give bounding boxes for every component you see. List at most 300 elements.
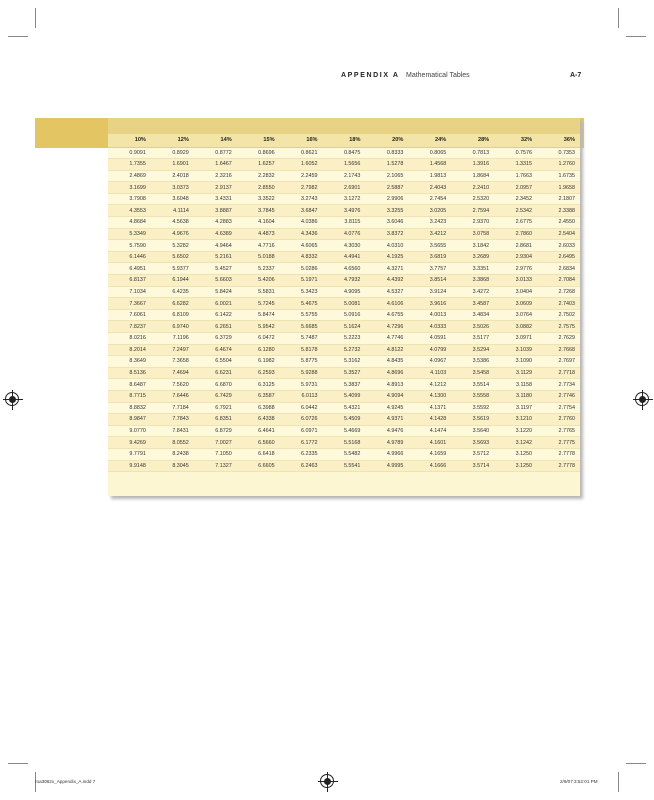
table-cell: 8.0216: [108, 333, 151, 345]
table-cell: 1.7663: [494, 170, 537, 182]
table-cell: 2.1743: [323, 170, 366, 182]
column-header: 32%: [494, 134, 537, 147]
table-cell: 1.4568: [408, 159, 451, 171]
table-cell: 6.2593: [237, 367, 280, 379]
crop-mark: [626, 36, 646, 37]
table-cell: 4.6560: [323, 263, 366, 275]
table-cell: 3.5592: [451, 402, 494, 414]
table-row: [108, 367, 580, 379]
table-row: [108, 251, 580, 263]
table-cell: 7.0027: [194, 437, 237, 449]
table-row: [108, 356, 580, 368]
crop-mark: [618, 772, 619, 792]
table-cell: 9.9148: [108, 460, 151, 472]
table-cell: 5.1971: [280, 275, 323, 287]
column-header: 12%: [151, 134, 194, 147]
table-cell: 6.6870: [194, 379, 237, 391]
table-cell: 4.6106: [365, 298, 408, 310]
table-cell: 4.9476: [365, 425, 408, 437]
table-cell: 2.7575: [537, 321, 580, 333]
table-cell: 3.6819: [408, 251, 451, 263]
table-cell: 4.7746: [365, 333, 408, 345]
table-cell: 7.7184: [151, 402, 194, 414]
table-cell: 2.5342: [494, 205, 537, 217]
table-cell: 3.8514: [408, 275, 451, 287]
table-cell: 2.7084: [537, 275, 580, 287]
table-cell: 4.0386: [280, 217, 323, 229]
table-cell: 6.0472: [237, 333, 280, 345]
table-cell: 4.8435: [365, 356, 408, 368]
table-cell: 4.9094: [365, 390, 408, 402]
table-cell: 3.5655: [408, 240, 451, 252]
table-cell: 3.0205: [408, 205, 451, 217]
table-cell: 3.1039: [494, 344, 537, 356]
table-cell: 4.8122: [365, 344, 408, 356]
table-cell: 2.7454: [408, 193, 451, 205]
table-cell: 3.5619: [451, 414, 494, 426]
table-cell: 5.0916: [323, 309, 366, 321]
table-cell: 3.1158: [494, 379, 537, 391]
table-cell: 3.3522: [237, 193, 280, 205]
table-cell: 8.2438: [151, 448, 194, 460]
table-cell: 7.8431: [151, 425, 194, 437]
table-cell: 0.9091: [108, 147, 151, 159]
table-cell: 2.7718: [537, 367, 580, 379]
table-cell: 2.5404: [537, 228, 580, 240]
table-cell: 7.3667: [108, 298, 151, 310]
table-cell: 3.1210: [494, 414, 537, 426]
table-cell: 3.0373: [151, 182, 194, 194]
table-cell: 6.1280: [237, 344, 280, 356]
table-cell: 2.9370: [451, 217, 494, 229]
column-header: 36%: [537, 134, 580, 147]
table-cell: 3.1220: [494, 425, 537, 437]
table-cell: 3.0764: [494, 309, 537, 321]
table-cell: 2.5887: [365, 182, 408, 194]
table-cell: 3.7908: [108, 193, 151, 205]
table-cell: 8.3045: [151, 460, 194, 472]
table-cell: 6.5504: [194, 356, 237, 368]
table-cell: 2.8550: [237, 182, 280, 194]
table-cell: 2.7403: [537, 298, 580, 310]
registration-mark-icon: [5, 392, 19, 406]
table-cell: 4.0310: [365, 240, 408, 252]
table-cell: 5.6685: [280, 321, 323, 333]
annuity-table: [108, 118, 580, 496]
crop-mark: [35, 8, 36, 28]
table-cell: 3.4212: [408, 228, 451, 240]
table-row: [108, 425, 580, 437]
table-cell: 6.2463: [280, 460, 323, 472]
table-row: [108, 263, 580, 275]
table-row: [108, 228, 580, 240]
table-cell: 3.3351: [451, 263, 494, 275]
table-cell: 6.3587: [237, 390, 280, 402]
table-cell: 1.5656: [323, 159, 366, 171]
table-cell: 6.4338: [237, 414, 280, 426]
table-cell: 4.1114: [151, 205, 194, 217]
table-cell: 5.5541: [323, 460, 366, 472]
table-cell: 4.9676: [151, 228, 194, 240]
table-row: [108, 240, 580, 252]
table-cell: 2.7697: [537, 356, 580, 368]
table-cell: 4.3271: [365, 263, 408, 275]
table-cell: 0.7576: [494, 147, 537, 159]
table-cell: 6.9740: [151, 321, 194, 333]
table-cell: 4.0591: [408, 333, 451, 345]
column-header: 18%: [323, 134, 366, 147]
table-cell: 3.1250: [494, 460, 537, 472]
table-cell: 6.1446: [108, 251, 151, 263]
table-cell: 5.3423: [280, 286, 323, 298]
table-cell: 3.0882: [494, 321, 537, 333]
table-cell: 6.2335: [280, 448, 323, 460]
table-cell: 2.7754: [537, 402, 580, 414]
table-cell: 5.2223: [323, 333, 366, 345]
table-cell: 5.4669: [323, 425, 366, 437]
column-header: 14%: [194, 134, 237, 147]
table-cell: 2.3388: [537, 205, 580, 217]
table-cell: 5.0286: [280, 263, 323, 275]
column-header: 10%: [108, 134, 151, 147]
table-row: [108, 193, 580, 205]
timestamp-slug: 2/9/07 3:52:01 PM: [560, 779, 598, 784]
table-cell: 5.9288: [280, 367, 323, 379]
page-number: A-7: [570, 72, 582, 79]
table-cell: 5.4675: [280, 298, 323, 310]
table-cell: 4.6755: [365, 309, 408, 321]
table-cell: 3.2743: [280, 193, 323, 205]
table-cell: 7.8237: [108, 321, 151, 333]
table-cell: 3.8887: [194, 205, 237, 217]
table-cell: 3.1842: [451, 240, 494, 252]
table-cell: 1.6257: [237, 159, 280, 171]
header-title: Mathematical Tables: [406, 72, 470, 79]
table-cell: 1.3916: [451, 159, 494, 171]
table-cell: 3.5712: [451, 448, 494, 460]
table-row: [108, 321, 580, 333]
table-cell: 2.7982: [280, 182, 323, 194]
table-cell: 4.1925: [365, 251, 408, 263]
table-cell: 2.7778: [537, 460, 580, 472]
table-cell: 5.2732: [323, 344, 366, 356]
table-cell: 5.3527: [323, 367, 366, 379]
table-cell: 4.6389: [194, 228, 237, 240]
table-cell: 6.1772: [280, 437, 323, 449]
table-cell: 2.4018: [151, 170, 194, 182]
table-cell: 8.7715: [108, 390, 151, 402]
table-cell: 3.5693: [451, 437, 494, 449]
table-row: [108, 298, 580, 310]
column-header: 24%: [408, 134, 451, 147]
table-cell: 2.7268: [537, 286, 580, 298]
table-cell: 2.9906: [365, 193, 408, 205]
table-cell: 7.1196: [151, 333, 194, 345]
table-cell: 4.3030: [323, 240, 366, 252]
table-cell: 2.7778: [537, 448, 580, 460]
table-cell: 4.3553: [108, 205, 151, 217]
data-table: [108, 134, 580, 472]
table-cell: 4.0013: [408, 309, 451, 321]
crop-mark: [618, 8, 619, 28]
table-cell: 2.8681: [494, 240, 537, 252]
table-cell: 3.1129: [494, 367, 537, 379]
table-cell: 2.7594: [451, 205, 494, 217]
table-row: [108, 333, 580, 345]
table-cell: 4.4941: [323, 251, 366, 263]
table-cell: 7.3658: [151, 356, 194, 368]
table-row: [108, 414, 580, 426]
table-cell: 8.9847: [108, 414, 151, 426]
table-cell: 2.0957: [494, 182, 537, 194]
table-cell: 5.2337: [237, 263, 280, 275]
table-row: [108, 159, 580, 171]
table-cell: 2.3452: [494, 193, 537, 205]
table-cell: 4.1428: [408, 414, 451, 426]
table-row: [108, 275, 580, 287]
table-cell: 7.1327: [194, 460, 237, 472]
table-cell: 5.5482: [323, 448, 366, 460]
table-cell: 8.2014: [108, 344, 151, 356]
table-cell: 6.6605: [237, 460, 280, 472]
table-cell: 3.5026: [451, 321, 494, 333]
table-row: [108, 460, 580, 472]
table-cell: 3.8115: [323, 217, 366, 229]
table-cell: 5.9731: [280, 379, 323, 391]
table-cell: 3.4331: [194, 193, 237, 205]
table-cell: 3.1272: [323, 193, 366, 205]
table-cell: 3.4272: [451, 286, 494, 298]
table-cell: 5.5755: [280, 309, 323, 321]
column-header: 15%: [237, 134, 280, 147]
table-cell: 4.9371: [365, 414, 408, 426]
table-row: [108, 437, 580, 449]
table-cell: 5.3837: [323, 379, 366, 391]
table-cell: 2.9304: [494, 251, 537, 263]
table-cell: 0.8475: [323, 147, 366, 159]
table-cell: 5.7590: [108, 240, 151, 252]
table-cell: 2.9776: [494, 263, 537, 275]
table-cell: 4.0333: [408, 321, 451, 333]
table-cell: 3.1699: [108, 182, 151, 194]
table-cell: 3.2423: [408, 217, 451, 229]
table-cell: 0.7813: [451, 147, 494, 159]
table-cell: 3.0404: [494, 286, 537, 298]
table-cell: 2.7502: [537, 309, 580, 321]
table-cell: 0.8621: [280, 147, 323, 159]
table-cell: 4.4873: [237, 228, 280, 240]
table-cell: 3.5640: [451, 425, 494, 437]
table-cell: 5.3349: [108, 228, 151, 240]
table-cell: 3.9124: [408, 286, 451, 298]
table-cell: 2.9137: [194, 182, 237, 194]
crop-mark: [8, 36, 28, 37]
table-cell: 1.5278: [365, 159, 408, 171]
table-cell: 1.2760: [537, 159, 580, 171]
table-cell: 3.6048: [151, 193, 194, 205]
table-cell: 4.9464: [194, 240, 237, 252]
table-cell: 5.8178: [280, 344, 323, 356]
table-cell: 2.4550: [537, 217, 580, 229]
table-cell: 3.0758: [451, 228, 494, 240]
table-cell: 2.1065: [365, 170, 408, 182]
table-cell: 6.8137: [108, 275, 151, 287]
table-cell: 1.9658: [537, 182, 580, 194]
table-cell: 4.8913: [365, 379, 408, 391]
table-cell: 3.5458: [451, 367, 494, 379]
table-cell: 5.0188: [237, 251, 280, 263]
table-cell: 4.2883: [194, 217, 237, 229]
table-cell: 2.7860: [494, 228, 537, 240]
table-cell: 1.3315: [494, 159, 537, 171]
table-cell: 6.2651: [194, 321, 237, 333]
table-cell: 7.1034: [108, 286, 151, 298]
table-cell: 6.1982: [237, 356, 280, 368]
table-cell: 2.7760: [537, 414, 580, 426]
table-row: [108, 390, 580, 402]
table-cell: 4.8696: [365, 367, 408, 379]
registration-mark-icon: [635, 392, 649, 406]
table-cell: 4.9095: [323, 286, 366, 298]
table-cell: 4.1474: [408, 425, 451, 437]
table-cell: 2.4869: [108, 170, 151, 182]
table-cell: 3.5386: [451, 356, 494, 368]
table-cell: 7.4694: [151, 367, 194, 379]
table-cell: 2.7629: [537, 333, 580, 345]
table-cell: 3.5294: [451, 344, 494, 356]
table-cell: 3.7845: [237, 205, 280, 217]
table-cell: 6.0726: [280, 414, 323, 426]
table-cell: 5.9542: [237, 321, 280, 333]
table-cell: 2.6495: [537, 251, 580, 263]
table-cell: 3.5558: [451, 390, 494, 402]
table-cell: 4.3436: [280, 228, 323, 240]
table-cell: 1.6901: [151, 159, 194, 171]
crop-mark: [8, 763, 28, 764]
table-cell: 5.3162: [323, 356, 366, 368]
table-row: [108, 182, 580, 194]
table-cell: 6.0021: [194, 298, 237, 310]
table-cell: 2.7765: [537, 425, 580, 437]
table-cell: 5.5831: [237, 286, 280, 298]
table-cell: 1.6735: [537, 170, 580, 182]
table-cell: 3.4587: [451, 298, 494, 310]
table-cell: 5.6502: [151, 251, 194, 263]
column-header: 20%: [365, 134, 408, 147]
table-cell: 3.5714: [451, 460, 494, 472]
table-cell: 2.6834: [537, 263, 580, 275]
table-cell: 3.3868: [451, 275, 494, 287]
table-cell: 9.0770: [108, 425, 151, 437]
table-cell: 6.3729: [194, 333, 237, 345]
table-row: [108, 448, 580, 460]
table-cell: 1.8684: [451, 170, 494, 182]
table-cell: 3.4976: [323, 205, 366, 217]
table-cell: 6.6231: [194, 367, 237, 379]
table-cell: 2.6033: [537, 240, 580, 252]
crop-mark: [626, 763, 646, 764]
table-cell: 6.8729: [194, 425, 237, 437]
table-cell: 4.8332: [280, 251, 323, 263]
table-cell: 3.1197: [494, 402, 537, 414]
table-cell: 4.8684: [108, 217, 151, 229]
registration-mark-icon: [320, 774, 334, 788]
table-row: [108, 344, 580, 356]
table-cell: 4.1300: [408, 390, 451, 402]
table-cell: 6.4235: [151, 286, 194, 298]
table-cell: 3.5177: [451, 333, 494, 345]
table-cell: 8.3649: [108, 356, 151, 368]
table-cell: 0.8929: [151, 147, 194, 159]
table-cell: 6.4951: [108, 263, 151, 275]
table-cell: 4.5638: [151, 217, 194, 229]
table-cell: 0.8333: [365, 147, 408, 159]
table-row: [108, 205, 580, 217]
table-cell: 6.7921: [194, 402, 237, 414]
table-cell: 5.4509: [323, 414, 366, 426]
table-cell: 0.8065: [408, 147, 451, 159]
table-cell: 0.8696: [237, 147, 280, 159]
table-cell: 3.4834: [451, 309, 494, 321]
table-cell: 4.7932: [323, 275, 366, 287]
table-cell: 2.7734: [537, 379, 580, 391]
table-cell: 8.8832: [108, 402, 151, 414]
table-cell: 2.1807: [537, 193, 580, 205]
running-header: [0, 72, 654, 84]
table-cell: 6.6418: [237, 448, 280, 460]
table-cell: 6.5660: [237, 437, 280, 449]
table-cell: 4.1103: [408, 367, 451, 379]
table-cell: 6.3125: [237, 379, 280, 391]
table-cell: 6.8351: [194, 414, 237, 426]
table-cell: 4.1659: [408, 448, 451, 460]
table-cell: 7.7843: [151, 414, 194, 426]
table-cell: 3.3255: [365, 205, 408, 217]
table-cell: 9.7791: [108, 448, 151, 460]
table-cell: 1.6467: [194, 159, 237, 171]
table-cell: 5.4099: [323, 390, 366, 402]
table-cell: 8.5136: [108, 367, 151, 379]
table-cell: 5.8775: [280, 356, 323, 368]
table-cell: 2.4043: [408, 182, 451, 194]
table-cell: 4.1601: [408, 437, 451, 449]
table-cell: 8.6487: [108, 379, 151, 391]
table-cell: 4.5327: [365, 286, 408, 298]
table-cell: 4.1604: [237, 217, 280, 229]
column-header: 28%: [451, 134, 494, 147]
table-cell: 4.9995: [365, 460, 408, 472]
table-cell: 6.0442: [280, 402, 323, 414]
table-cell: 5.3282: [151, 240, 194, 252]
table-cell: 5.8474: [237, 309, 280, 321]
table-cell: 3.2689: [451, 251, 494, 263]
table-cell: 4.9966: [365, 448, 408, 460]
table-cell: 4.6065: [280, 240, 323, 252]
table-cell: 6.7429: [194, 390, 237, 402]
table-cell: 4.0799: [408, 344, 451, 356]
table-cell: 6.1944: [151, 275, 194, 287]
table-row: [108, 309, 580, 321]
table-cell: 4.7296: [365, 321, 408, 333]
table-cell: 0.7353: [537, 147, 580, 159]
table-cell: 3.1242: [494, 437, 537, 449]
table-cell: 6.4641: [237, 425, 280, 437]
table-cell: 3.1090: [494, 356, 537, 368]
table-cell: 2.2410: [451, 182, 494, 194]
table-cell: 2.6775: [494, 217, 537, 229]
table-cell: 3.7757: [408, 263, 451, 275]
table-cell: 5.5168: [323, 437, 366, 449]
